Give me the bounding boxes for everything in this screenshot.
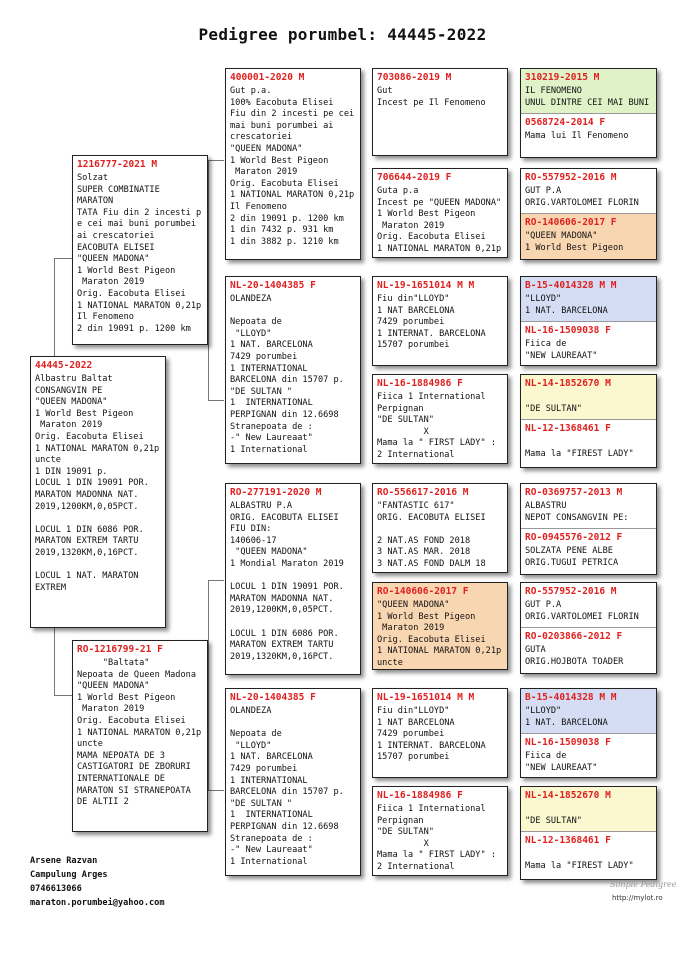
ggp-male-section bbox=[521, 169, 656, 213]
pigeon-description: GUT P.A ORIG.VARTOLOMEI FLORIN bbox=[525, 186, 639, 208]
pigeon-ring-number: 703086-2019 M bbox=[377, 72, 452, 83]
pigeon-ring-number: RO-140606-2017 F bbox=[377, 586, 469, 597]
great-grandparent-card bbox=[372, 483, 508, 573]
website-link[interactable]: http://mylot.ro bbox=[612, 894, 663, 902]
ggp-female-section bbox=[521, 831, 656, 880]
pigeon-description: Gut Incest pe Il Fenomeno bbox=[377, 86, 486, 108]
subject-pigeon-card bbox=[30, 356, 166, 628]
ggp-pair-card bbox=[520, 688, 657, 778]
ggp-female-section bbox=[521, 733, 656, 778]
pigeon-description: "Baltata" Nepoata de Queen Madona "QUEEN MADONA" 1 World Best Pigeon Maraton 2019 Orig. Eacobuta Elisei 1 NATIONAL MARATON 0,21p uncte MAMA NEPOATA DE 3 CASTIGATORI DE ZBORURI INTERNATIONALE DE MARATON SI STRANEPOATA DE ALTII 2 bbox=[77, 658, 202, 808]
pigeon-description: IL FENOMENO UNUL DINTRE CEI MAI BUNI bbox=[525, 86, 650, 108]
connector-line bbox=[208, 160, 224, 161]
pigeon-ring-number: RO-0945576-2012 F bbox=[525, 532, 623, 543]
great-grandparent-card bbox=[372, 374, 508, 464]
pigeon-description: "QUEEN MADONA" 1 World Best Pigeon bbox=[525, 231, 624, 253]
ggp-male-section bbox=[521, 277, 656, 321]
breeder-contact: Arsene Razvan Campulung Arges 0746613066 maraton.porumbei@yahoo.com bbox=[30, 856, 165, 908]
great-grandparent-card bbox=[372, 786, 508, 876]
grandparent-card bbox=[225, 276, 361, 464]
pigeon-ring-number: RO-0203866-2012 F bbox=[525, 631, 623, 642]
pigeon-ring-number: NL-14-1852670 M bbox=[525, 378, 611, 389]
ggp-pair-card bbox=[520, 168, 657, 260]
sire-card bbox=[72, 155, 208, 345]
ggp-pair-card bbox=[520, 276, 657, 366]
software-logo: Simple Pedigree bbox=[610, 880, 677, 889]
pigeon-description: "DE SULTAN" bbox=[525, 815, 582, 826]
pigeon-ring-number: NL-19-1651014 M M bbox=[377, 692, 475, 703]
ggp-pair-card bbox=[520, 786, 657, 880]
pigeon-description: "DE SULTAN" bbox=[525, 403, 582, 414]
pigeon-ring-number: NL-16-1509038 F bbox=[525, 737, 611, 748]
pigeon-ring-number: NL-16-1509038 F bbox=[525, 325, 611, 336]
pigeon-description: Albastru Baltat CONSANGVIN PE "QUEEN MADONA" 1 World Best Pigeon Maraton 2019 Orig. Eacobuta Elisei 1 NATIONAL MARATON 0,21p uncte 1 DIN 19091 p. LOCUL 1 DIN 19091 POR. MARATON MADONNA NAT. 2019,1200KM,0,05PCT. LOCUL 1 DIN 6086 POR. MARATON EXTREM TARTU 2019,1320KM,0,16PCT. LOCUL 1 NAT. MARATON EXTREM bbox=[35, 374, 160, 593]
ggp-male-section bbox=[521, 583, 656, 627]
pigeon-ring-number: RO-0369757-2013 M bbox=[525, 487, 623, 498]
pigeon-description: Mama la "FIREST LADY" bbox=[525, 448, 634, 459]
pigeon-description: Fiica de "NEW LAUREAAT" bbox=[525, 339, 598, 361]
pigeon-description: Fiica de "NEW LAUREAAT" bbox=[525, 751, 598, 773]
pigeon-ring-number: 44445-2022 bbox=[35, 360, 93, 371]
ggp-pair-card bbox=[520, 483, 657, 575]
connector-line bbox=[208, 580, 209, 790]
pigeon-description: "FANTASTIC 617" ORIG. EACOBUTA ELISEI 2 NAT.AS FOND 2018 3 NAT.AS MAR. 2018 3 NAT.AS FOND DALM 18 bbox=[377, 501, 486, 569]
connector-line bbox=[208, 790, 224, 791]
pigeon-ring-number: RO-557952-2016 M bbox=[525, 172, 617, 183]
pigeon-description: Solzat SUPER COMBINATIE MARATON TATA Fiu din 2 incesti p e cei mai buni porumbei ai crescatoriei EACOBUTA ELISEI "QUEEN MADONA" 1 World Best Pigeon Maraton 2019 Orig. Eacobuta Elisei 1 NATIONAL MARATON 0,21p Il Fenomeno 2 din 19091 p. 1200 km bbox=[77, 173, 202, 334]
pigeon-ring-number: 1216777-2021 M bbox=[77, 159, 158, 170]
ggp-female-section bbox=[521, 321, 656, 366]
pigeon-ring-number: RO-140606-2017 F bbox=[525, 217, 617, 228]
great-grandparent-card bbox=[372, 276, 508, 366]
pigeon-ring-number: B-15-4014328 M M bbox=[525, 280, 617, 291]
ggp-female-section bbox=[521, 213, 656, 260]
pigeon-description: OLANDEZA Nepoata de "LLOYD" 1 NAT. BARCELONA 7429 porumbei 1 INTERNATIONAL BARCELONA din 15707 p. "DE SULTAN " 1 INTERNATIONAL PERPIGNAN din 12.6698 Stranepoata de : -" New Laureaat" 1 International bbox=[230, 706, 344, 867]
pigeon-description: ALBASTRU P.A ORIG. EACOBUTA ELISEI FIU DIN: 140606-17 "QUEEN MADONA" 1 Mondial Maraton 2019 LOCUL 1 DIN 19091 POR. MARATON MADONNA NAT. 2019,1200KM,0,05PCT. LOCUL 1 DIN 6086 POR. MARATON EXTREM TARTU 2019,1320KM,0,16PCT. bbox=[230, 501, 344, 662]
pigeon-ring-number: RO-1216799-21 F bbox=[77, 644, 163, 655]
pigeon-ring-number: 310219-2015 M bbox=[525, 72, 600, 83]
pigeon-ring-number: NL-20-1404385 F bbox=[230, 692, 316, 703]
pigeon-ring-number: 400001-2020 M bbox=[230, 72, 305, 83]
pigeon-description: "QUEEN MADONA" 1 World Best Pigeon Maraton 2019 Orig. Eacobuta Elisei 1 NATIONAL MARATON 0,21p uncte bbox=[377, 600, 502, 668]
pigeon-ring-number: 0568724-2014 F bbox=[525, 117, 606, 128]
grandparent-card bbox=[225, 483, 361, 675]
pigeon-ring-number: NL-19-1651014 M M bbox=[377, 280, 475, 291]
pigeon-description: "LLOYD" 1 NAT. BARCELONA bbox=[525, 294, 608, 316]
ggp-female-section bbox=[521, 627, 656, 674]
pigeon-description: Fiica 1 International Perpignan "DE SULTAN" X Mama la " FIRST LADY" : 2 International bbox=[377, 804, 496, 872]
ggp-male-section bbox=[521, 787, 656, 831]
connector-line bbox=[54, 625, 55, 695]
ggp-female-section bbox=[521, 419, 656, 468]
great-grandparent-card bbox=[372, 688, 508, 778]
pigeon-description: "LLOYD" 1 NAT. BARCELONA bbox=[525, 706, 608, 728]
great-grandparent-card bbox=[372, 168, 508, 258]
grandparent-card bbox=[225, 68, 361, 260]
pigeon-description: ALBASTRU NEPOT CONSANGVIN PE: bbox=[525, 501, 629, 523]
pigeon-description: Mama lui Il Fenomeno bbox=[525, 131, 629, 141]
ggp-male-section bbox=[521, 484, 656, 528]
pigeon-description: OLANDEZA Nepoata de "LLOYD" 1 NAT. BARCELONA 7429 porumbei 1 INTERNATIONAL BARCELONA din 15707 p. "DE SULTAN " 1 INTERNATIONAL PERPIGNAN din 12.6698 Stranepoata de : -" New Laureaat" 1 International bbox=[230, 294, 344, 455]
pigeon-ring-number: NL-20-1404385 F bbox=[230, 280, 316, 291]
ggp-pair-card bbox=[520, 374, 657, 468]
pigeon-ring-number: NL-12-1368461 F bbox=[525, 423, 611, 434]
dam-card bbox=[72, 640, 208, 832]
ggp-pair-card bbox=[520, 68, 657, 158]
pigeon-description: GUTA ORIG.HOJBOTA TOADER bbox=[525, 645, 624, 667]
connector-line bbox=[54, 258, 72, 259]
pigeon-description: Guta p.a Incest pe "QUEEN MADONA" 1 World Best Pigeon Maraton 2019 Orig. Eacobuta Elisei 1 NATIONAL MARATON 0,21p bbox=[377, 186, 502, 254]
pigeon-ring-number: NL-16-1884986 F bbox=[377, 378, 463, 389]
great-grandparent-card bbox=[372, 582, 508, 670]
page-title: Pedigree porumbel: 44445-2022 bbox=[198, 25, 487, 44]
pigeon-ring-number: NL-12-1368461 F bbox=[525, 835, 611, 846]
ggp-male-section bbox=[521, 375, 656, 419]
ggp-male-section bbox=[521, 689, 656, 733]
pigeon-ring-number: RO-557952-2016 M bbox=[525, 586, 617, 597]
connector-line bbox=[54, 258, 55, 358]
pigeon-description: Gut p.a. 100% Eacobuta Elisei Fiu din 2 incesti pe cei mai buni porumbei ai crescatoriei "QUEEN MADONA" 1 World Best Pigeon Maraton 2019 Orig. Eacobuta Elisei 1 NATIONAL MARATON 0,21p Il Fenomeno 2 din 19091 p. 1200 km 1 din 7432 p. 931 km 1 din 3882 p. 1210 km bbox=[230, 86, 355, 247]
connector-line bbox=[208, 580, 224, 581]
ggp-male-section bbox=[521, 69, 656, 113]
connector-line bbox=[208, 400, 224, 401]
pigeon-ring-number: RO-277191-2020 M bbox=[230, 487, 322, 498]
pigeon-ring-number: NL-14-1852670 M bbox=[525, 790, 611, 801]
pigeon-description: GUT P.A ORIG.VARTOLOMEI FLORIN bbox=[525, 600, 639, 622]
ggp-female-section bbox=[521, 528, 656, 575]
grandparent-card bbox=[225, 688, 361, 876]
connector-line bbox=[54, 695, 72, 696]
ggp-pair-card bbox=[520, 582, 657, 674]
pigeon-ring-number: NL-16-1884986 F bbox=[377, 790, 463, 801]
connector-line bbox=[208, 160, 209, 400]
pigeon-ring-number: RO-556617-2016 M bbox=[377, 487, 469, 498]
pigeon-description: Fiica 1 International Perpignan "DE SULTAN" X Mama la " FIRST LADY" : 2 International bbox=[377, 392, 496, 460]
pigeon-ring-number: 706644-2019 F bbox=[377, 172, 452, 183]
great-grandparent-card bbox=[372, 68, 508, 156]
pigeon-ring-number: B-15-4014328 M M bbox=[525, 692, 617, 703]
pigeon-description: Fiu din"LLOYD" 1 NAT BARCELONA 7429 porumbei 1 INTERNAT. BARCELONA 15707 porumbei bbox=[377, 294, 486, 351]
pigeon-description: Mama la "FIREST LADY" bbox=[525, 860, 634, 871]
pigeon-description: Fiu din"LLOYD" 1 NAT BARCELONA 7429 porumbei 1 INTERNAT. BARCELONA 15707 porumbei bbox=[377, 706, 486, 763]
pigeon-description: SOLZATA PENE ALBE ORIG.TUGUI PETRICA bbox=[525, 546, 619, 568]
ggp-female-section bbox=[521, 113, 656, 158]
